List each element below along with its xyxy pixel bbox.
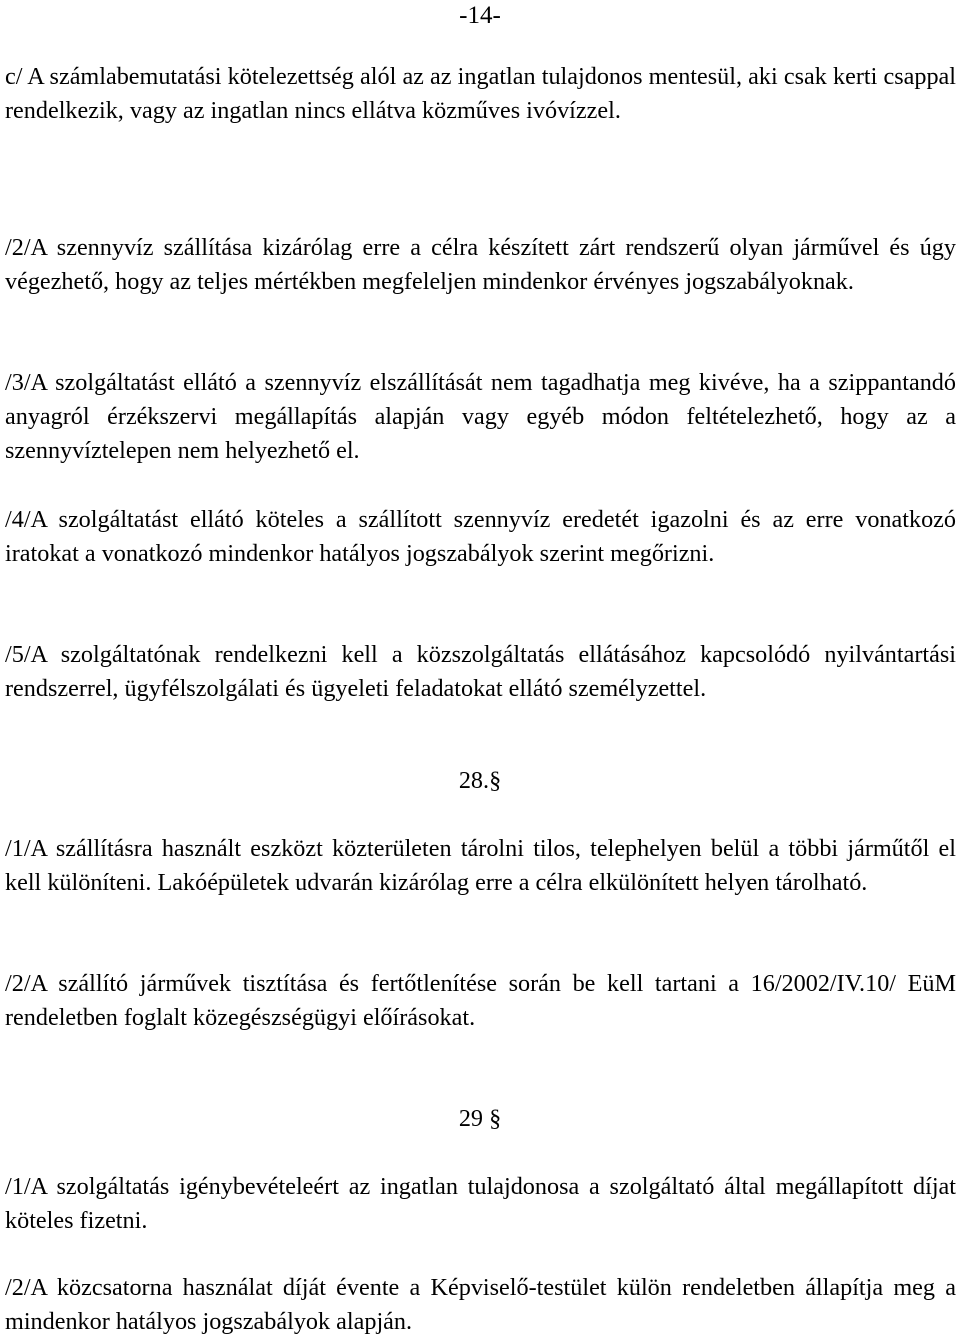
paragraph-5: /5/A szolgáltatónak rendelkezni kell a közszolgáltatás ellátásához kapcsolódó nyilvántartási rendszerrel, ügyfélszolgálati és ügyeleti feladatokat ellátó személyzettel. — [5, 641, 956, 702]
section-heading-28: 28.§ — [458, 767, 502, 794]
section-29-paragraph-2: /2/A közcsatorna használat díját évente a Képviselő-testület külön rendeletben állapítja meg a mindenkor hatályos jogszabályok alapján. — [5, 1274, 956, 1335]
section-heading-29: 29 § — [458, 1105, 502, 1132]
section-28-paragraph-1: /1/A szállításra használt eszközt közterületen tárolni tilos, telephelyen belül a többi járműtől el kell különíteni. Lakóépületek udvarán kizárólag erre a célra elkülönített helyen tárolható. — [5, 835, 956, 896]
page-number: -14- — [459, 2, 501, 29]
section-29-paragraph-1: /1/A szolgáltatás igénybevételeért az ingatlan tulajdonosa a szolgáltató által megállapított díjat köteles fizetni. — [5, 1173, 956, 1234]
paragraph-3: /3/A szolgáltatást ellátó a szennyvíz elszállítását nem tagadhatja meg kivéve, ha a szippantandó anyagról érzékszervi megállapítás alapján vagy egyéb módon feltételezhető, hogy az a szennyvíztelepen nem helyezhető el. — [5, 369, 956, 464]
paragraph-4: /4/A szolgáltatást ellátó köteles a szállított szennyvíz eredetét igazolni és az erre vonatkozó iratokat a vonatkozó mindenkor hatályos jogszabályok szerint megőrizni. — [5, 506, 956, 567]
paragraph-c: c/ A számlabemutatási kötelezettség alól az az ingatlan tulajdonos mentesül, aki csak kerti csappal rendelkezik, vagy az ingatlan nincs ellátva közműves ivóvízzel. — [5, 63, 956, 124]
section-28-paragraph-2: /2/A szállító járművek tisztítása és fertőtlenítése során be kell tartani a 16/2002/IV.10/ EüM rendeletben foglalt közegészségügyi előírásokat. — [5, 970, 956, 1031]
paragraph-2: /2/A szennyvíz szállítása kizárólag erre a célra készített zárt rendszerű olyan járművel és úgy végezhető, hogy az teljes mértékben megfeleljen mindenkor érvényes jogszabályoknak. — [5, 234, 956, 295]
